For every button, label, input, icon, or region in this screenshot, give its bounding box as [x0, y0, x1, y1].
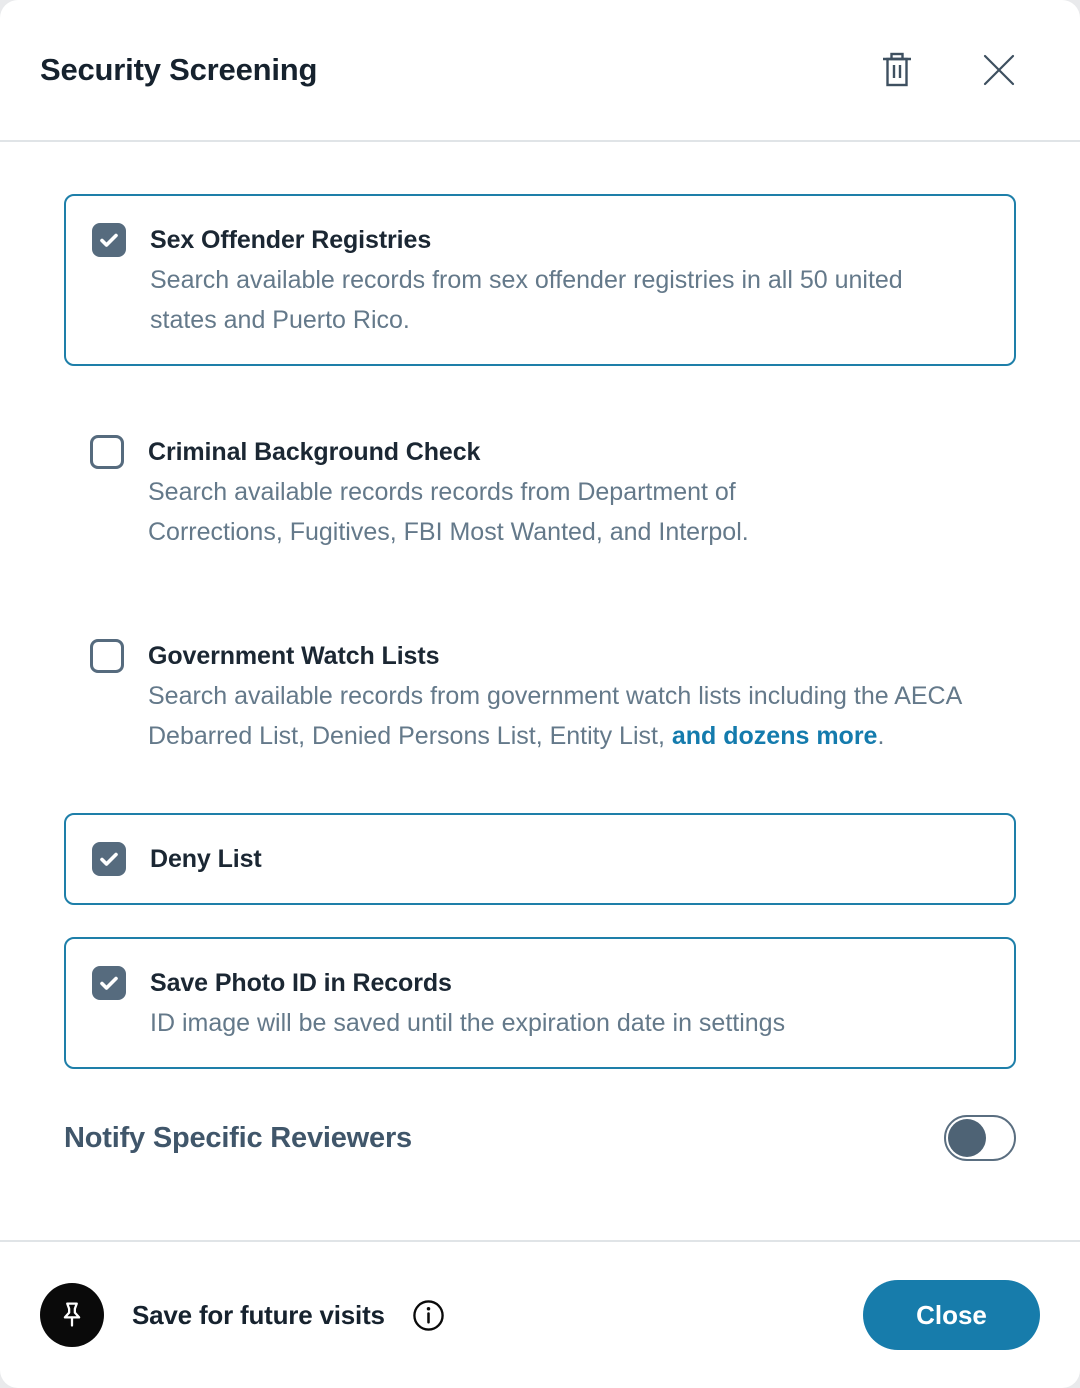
checkmark-icon — [97, 971, 121, 995]
checkbox-government-watch-lists[interactable] — [90, 639, 124, 673]
save-for-future-visits-label: Save for future visits — [132, 1299, 385, 1330]
option-text — [150, 963, 785, 1043]
dialog-header — [0, 0, 1080, 142]
pin-button[interactable] — [40, 1283, 104, 1347]
notify-reviewers-label: Notify Specific Reviewers — [64, 1121, 412, 1154]
close-icon — [982, 53, 1016, 87]
option-title: Save Photo ID in Records — [150, 969, 452, 997]
option-criminal-background-check[interactable] — [64, 432, 1016, 552]
and-dozens-more-link[interactable]: and dozens more — [671, 722, 878, 750]
option-text — [148, 432, 848, 552]
close-dialog-button[interactable]: Close — [863, 1280, 1040, 1350]
option-title: Deny List — [150, 845, 262, 873]
checkbox-sex-offender-registries[interactable] — [92, 223, 126, 257]
option-government-watch-lists[interactable] — [64, 636, 1016, 756]
close-button[interactable] — [982, 53, 1016, 87]
option-text — [150, 839, 262, 879]
toggle-knob — [948, 1119, 986, 1157]
option-deny-list[interactable] — [64, 813, 1016, 905]
description-after-link: . — [877, 722, 885, 750]
option-description: Search available records records from Department of Corrections, Fugitives, FBI Most Wanted, and Interpol. — [148, 478, 749, 546]
description-before-link: Search available records from government watch lists including the AECA Debarred List, Denied Persons List, Entity List, — [148, 682, 961, 750]
dialog-content — [0, 142, 1080, 1240]
trash-icon — [878, 50, 916, 90]
option-description: ID image will be saved until the expiration date in settings — [150, 1009, 786, 1037]
option-title: Criminal Background Check — [148, 438, 481, 466]
option-description: Search available records from sex offender registries in all 50 united states and Puerto Rico. — [150, 266, 903, 334]
checkmark-icon — [97, 228, 121, 252]
checkbox-criminal-background-check[interactable] — [90, 435, 124, 469]
notify-reviewers-row — [64, 1115, 1016, 1161]
delete-button[interactable] — [878, 50, 916, 90]
option-save-photo-id[interactable] — [64, 937, 1016, 1069]
option-sex-offender-registries[interactable] — [64, 194, 1016, 366]
info-button[interactable] — [411, 1298, 446, 1333]
dialog-title: Security Screening — [40, 52, 318, 87]
notify-reviewers-toggle[interactable] — [944, 1115, 1016, 1161]
option-title: Government Watch Lists — [148, 642, 440, 670]
option-title: Sex Offender Registries — [150, 226, 432, 254]
option-text — [150, 220, 960, 340]
checkbox-save-photo-id[interactable] — [92, 966, 126, 1000]
info-icon — [411, 1298, 446, 1333]
option-description — [148, 676, 980, 756]
checkmark-icon — [97, 847, 121, 871]
dialog-footer — [0, 1240, 1080, 1388]
checkbox-deny-list[interactable] — [92, 842, 126, 876]
pushpin-icon — [53, 1296, 91, 1334]
option-text — [148, 636, 980, 756]
